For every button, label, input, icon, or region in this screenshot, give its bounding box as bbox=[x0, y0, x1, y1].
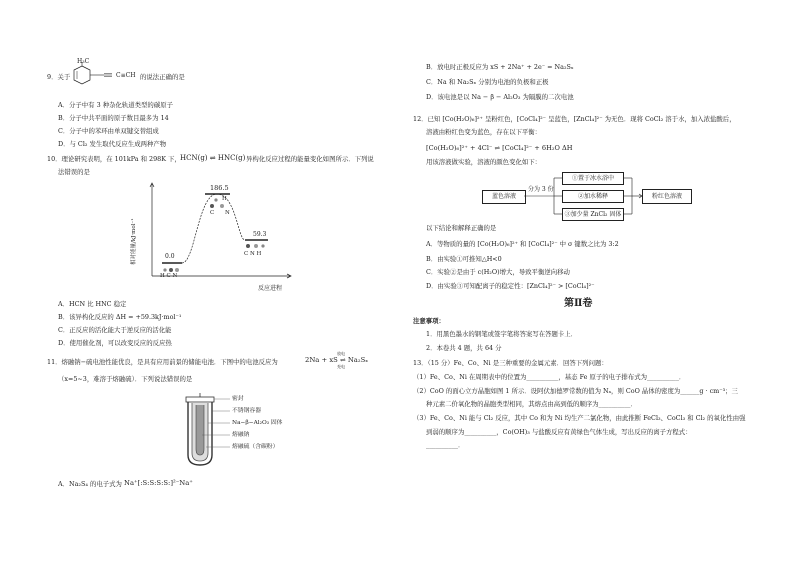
q9-option-d: D．与 Cl₂ 发生取代反应生成两种产物 bbox=[58, 140, 167, 148]
q12-option-a: A．等物质的量的 [Co(H₂O)₆]²⁺ 和 [CoCl₄]²⁻ 中 σ 键数之比为 3:2 bbox=[426, 240, 619, 248]
q13-part3-c: __________． bbox=[426, 441, 465, 449]
flow-end-label: 粉红色溶液 bbox=[651, 192, 682, 200]
q13-part3-b: 到弱的顺序为__________，Co(OH)₃ 与盐酸反应有黄绿色气体生成，写出反应的离子方程式： bbox=[426, 428, 692, 436]
q11-equation: 2Na + xS ⇌ Na₂Sₓ bbox=[305, 356, 369, 364]
q11-eq-charge: 充电 bbox=[337, 364, 345, 369]
q12-stem-d: 以下结论和解释正确的是 bbox=[426, 224, 497, 232]
q9-option-c: C．分子中的苯环由单双键交替组成 bbox=[58, 127, 159, 135]
energy-label-ts-h: H bbox=[222, 196, 227, 202]
q9-number: 9．关于 bbox=[47, 73, 71, 81]
molecule-cch-label: C≡CH bbox=[116, 72, 136, 79]
flow-branch-2-label: ②加水稀释 bbox=[577, 192, 608, 200]
q11-option-a-formula: Na⁺[:S:S:S:S:]²⁻Na⁺ bbox=[124, 479, 193, 487]
q11-stem-a: 11．熔融钠−硫电池性能优良，是具有应用前景的储能电池．下图中的电池反应为 bbox=[47, 358, 278, 366]
q12-option-b: B．由实验①可推知△H<0 bbox=[426, 255, 502, 263]
q12-option-c: C．实验②是由于 c(H₂O)增大，导致平衡逆向移动 bbox=[426, 268, 570, 276]
q13-intro: 13．（15 分）Fe、Co、Ni 是三种重要的金属元素．回答下列问题： bbox=[413, 359, 608, 367]
battery-diagram bbox=[180, 393, 250, 468]
q10-stem-a: 10．理论研究表明，在 101kPa 和 298K 下， bbox=[47, 155, 181, 163]
q11-stem-b: （x=5~3，难溶于熔融硫）．下列说法错误的是 bbox=[58, 375, 193, 383]
flow-branch-3 bbox=[562, 208, 624, 221]
energy-label-ts-c: C bbox=[210, 210, 215, 216]
flow-branch-2 bbox=[562, 190, 624, 203]
q10-stem-b: 异构化反应过程的能量变化如图所示．下列说 bbox=[246, 155, 374, 163]
q10-option-d: D．使用催化剂，可以改变反应的反应热 bbox=[58, 339, 172, 347]
energy-label-hcn: H C N bbox=[160, 273, 178, 279]
q13-part2-a: （2）CoO 的面心立方晶胞如图 1 所示．设阿伏加德罗常数的值为 Nₐ，则 CoO 晶体的密度为______g · cm⁻³；三 bbox=[413, 387, 738, 395]
battery-label-sulfur: 熔融硫（含碳粉） bbox=[232, 444, 279, 450]
q12-stem-b: 溶液由粉红色变为蓝色，存在以下平衡： bbox=[426, 128, 542, 136]
q11-option-b: B．放电时正极反应为 xS + 2Na⁺ + 2e⁻ = Na₂Sₓ bbox=[426, 63, 574, 71]
q10-equation: HCN(g) ⇌ HNC(g) bbox=[180, 154, 246, 162]
q12-option-d: D．由实验③可知配离子的稳定性：[ZnCl₄]²⁻ > [CoCl₄]²⁻ bbox=[426, 282, 595, 290]
q11-option-a: A．Na₂S₄ 的电子式为 bbox=[58, 480, 122, 488]
energy-ylabel: 相对能量/kJ·mol⁻¹ bbox=[131, 218, 137, 265]
q10-stem-c: 法错误的是 bbox=[58, 168, 90, 176]
note-1: 1．用黑色墨水的钢笔或签字笔将答案写在答题卡上． bbox=[426, 330, 578, 338]
q10-option-a: A．HCN 比 HNC 稳定 bbox=[58, 300, 127, 308]
q11-eq-discharge: 放电 bbox=[337, 351, 345, 356]
q13-part3-a: （3）Fe、Co、Ni 能与 Cl₂ 反应，其中 Co 和为 Ni 均生产二氯化物，由此推断 FeCl₃、CoCl₃ 和 Cl₂ 的氧化性由强 bbox=[413, 414, 746, 422]
q11-option-c: C．Na 和 Na₂Sₓ 分别为电池的负极和正极 bbox=[426, 78, 549, 86]
q9-stem: 的说法正确的是 bbox=[140, 73, 185, 81]
q9-option-a: A．分子中有 3 种杂化轨道类型的碳原子 bbox=[58, 101, 173, 109]
battery-label-container: 不锈钢容器 bbox=[232, 408, 261, 414]
flow-start-box bbox=[482, 190, 526, 204]
q12-stem-a: 12．已知 [Co(H₂O)₆]²⁺ 呈粉红色，[CoCl₄]²⁻ 呈蓝色，[ZnCl₄]²⁻ 为无色．现将 CoCl₂ 溶于水，加入浓盐酸后， bbox=[413, 115, 736, 123]
battery-label-electrolyte: Na−β−Al₂O₃ 固体 bbox=[232, 420, 283, 426]
q12-stem-c: 用该溶液做实验，溶液的颜色变化如下： bbox=[426, 158, 542, 166]
q11-option-d: D．该电池是以 Na − β − Al₂O₃ 为隔膜的二次电池 bbox=[426, 93, 574, 101]
energy-value-0: 0.0 bbox=[165, 253, 175, 260]
battery-label-sodium: 熔融钠 bbox=[232, 432, 250, 438]
energy-value-hnc: 59.3 bbox=[253, 231, 267, 238]
flow-branch-1-label: ①置于冰水浴中 bbox=[571, 174, 614, 182]
note-2: 2．本卷共 4 题，共 64 分 bbox=[426, 344, 502, 352]
molecule-ch3-label: H₃C bbox=[77, 58, 90, 65]
q10-option-b: B．该异构化反应的 ΔH = +59.3kJ·mol⁻¹ bbox=[58, 313, 182, 321]
q10-option-c: C．正反应的活化能大于逆反应的活化能 bbox=[58, 326, 172, 334]
q9-option-b: B．分子中共平面的原子数目最多为 14 bbox=[58, 114, 169, 122]
battery-label-seal: 密封 bbox=[232, 396, 244, 402]
energy-value-ts: 186.5 bbox=[210, 184, 229, 192]
q13-part2-b: 种元素二价氧化物的晶胞类型相同，其熔点由高到低的顺序为__________． bbox=[426, 400, 637, 408]
q12-equation: [Co(H₂O)₆]²⁺ + 4Cl⁻ ⇌ [CoCl₄]²⁻ + 6H₂O ΔH bbox=[426, 144, 573, 152]
part2-title: 第Ⅱ卷 bbox=[564, 298, 593, 309]
notes-title: 注意事项： bbox=[413, 317, 445, 325]
energy-label-ts-n: N bbox=[225, 210, 230, 216]
energy-xlabel: 反应进程 bbox=[258, 285, 283, 292]
molecule-structure bbox=[60, 60, 150, 90]
flow-branch-1 bbox=[562, 172, 624, 185]
flow-split-label: 分为 3 份 bbox=[528, 186, 554, 193]
flow-branch-3-label: ③加少量 ZnCl₂ 固体 bbox=[564, 210, 622, 218]
flow-end-box bbox=[642, 189, 692, 204]
q13-part1: （1）Fe、Co、Ni 在周期表中的位置为__________，基态 Fe 原子的电子排布式为__________． bbox=[413, 373, 686, 381]
flow-start-label: 蓝色溶液 bbox=[491, 193, 516, 201]
energy-label-hnc: C N H bbox=[244, 251, 262, 257]
